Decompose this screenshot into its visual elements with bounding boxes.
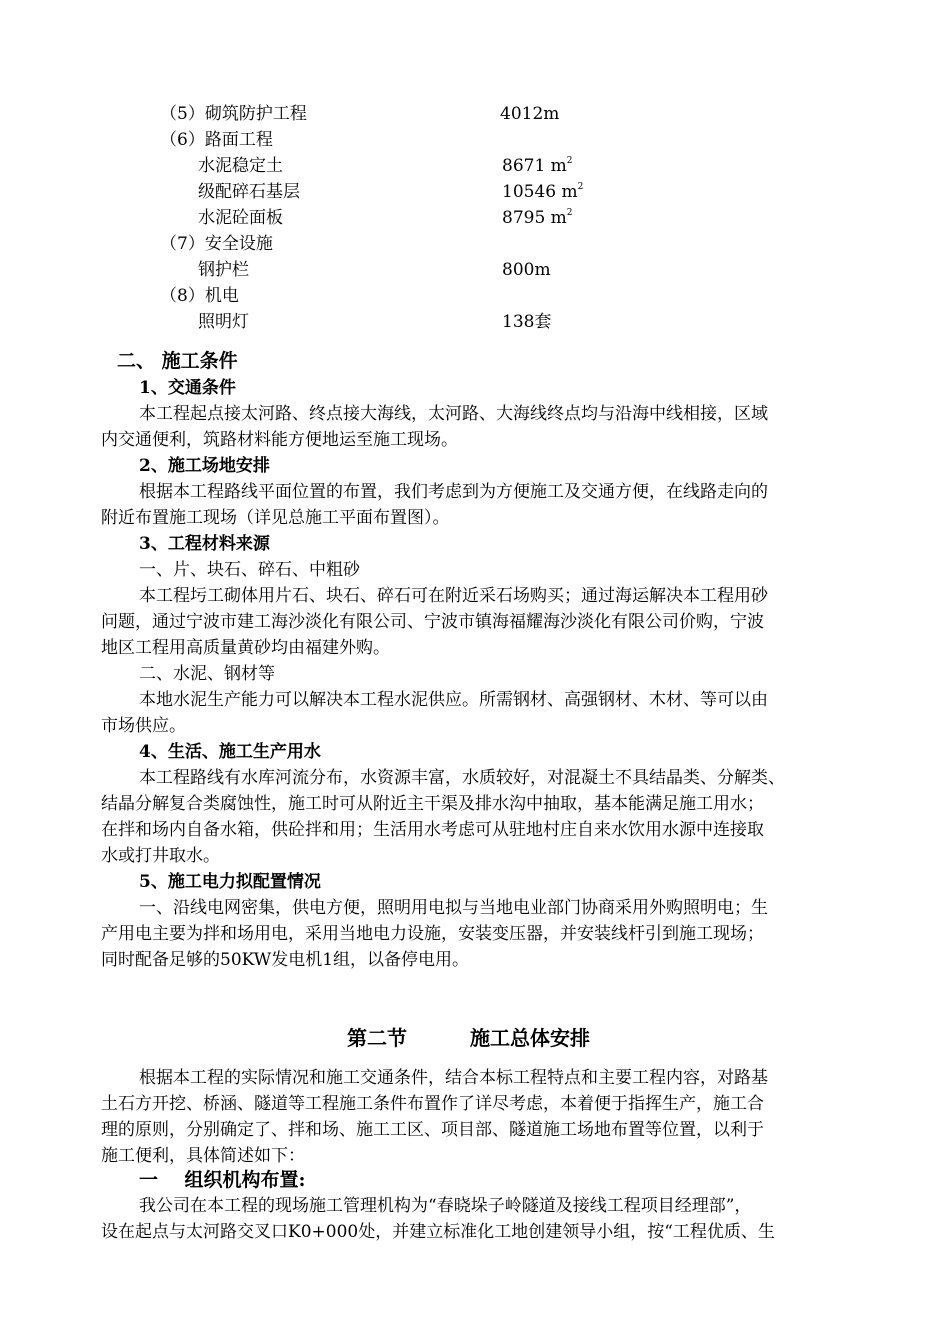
quantity-row <box>0 207 950 229</box>
section-title-text: 施工总体安排 <box>470 1026 590 1050</box>
paragraph-line: 我公司在本工程的现场施工管理机构为“春晓垛子岭隧道及接线工程项目经理部”， <box>139 1196 752 1216</box>
paragraph-line: 市场供应。 <box>101 716 186 736</box>
paragraph-line: 本工程路线有水库河流分布，水资源丰富，水质较好，对混凝土不具结晶类、分解类、 <box>139 768 785 788</box>
subsection-heading: 1、交通条件 <box>139 378 236 398</box>
paragraph-line: 产用电主要为拌和场用电，采用当地电力设施，安装变压器，并安装线杆引到施工现场； <box>101 924 764 944</box>
quantity-row <box>0 155 950 177</box>
quantity-label: （5）砌筑防护工程 <box>160 104 307 124</box>
quantity-value: 8671 $m^2$ <box>502 156 573 176</box>
quantity-row <box>0 285 950 307</box>
section-title-number: 第二节 <box>347 1026 407 1050</box>
quantity-label: （7）安全设施 <box>160 234 273 254</box>
paragraph-line: 地区工程用高质量黄砂均由福建外购。 <box>101 638 390 658</box>
paragraph-line: 根据本工程路线平面位置的布置，我们考虑到为方便施工及交通方便，在线路走向的 <box>139 482 768 502</box>
paragraph-line: 一、沿线电网密集，供电方便，照明用电拟与当地电业部门协商采用外购照明电；生 <box>139 898 768 918</box>
paragraph-line: 同时配备足够的50KW发电机1组，以备停电用。 <box>101 950 470 970</box>
quantity-value: 8795 $m^2$ <box>502 208 573 228</box>
quantity-value: 10546 $m^2$ <box>502 182 584 202</box>
quantity-row <box>0 103 950 125</box>
paragraph-line: 在拌和场内自备水箱，供砼拌和用；生活用水考虑可从驻地村庄自来水饮用水源中连接取 <box>101 820 764 840</box>
quantity-label: 水泥稳定土 <box>198 156 283 176</box>
quantity-row <box>0 233 950 255</box>
quantity-value: 4012m <box>500 104 560 124</box>
paragraph-line: 附近布置施工现场（详见总施工平面布置图）。 <box>101 508 450 528</box>
quantity-row <box>0 311 950 333</box>
paragraph-line: 本工程起点接太河路、终点接大海线，太河路、大海线终点均与沿海中线相接，区域 <box>139 404 768 424</box>
org-heading: 一 组织机构布置: <box>139 1169 306 1191</box>
paragraph-line: 理的原则，分别确定了、拌和场、施工工区、项目部、隧道施工场地布置等位置，以利于 <box>101 1120 764 1140</box>
subsection-heading: 5、施工电力拟配置情况 <box>139 872 321 892</box>
item-heading: 二、水泥、钢材等 <box>139 664 275 684</box>
paragraph-line: 本工程圬工砌体用片石、块石、碎石可在附近采石场购买；通过海运解决本工程用砂 <box>139 586 768 606</box>
quantity-label: 水泥砼面板 <box>198 208 283 228</box>
quantity-value: 800m <box>502 260 551 280</box>
subsection-heading: 3、工程材料来源 <box>139 534 270 554</box>
quantity-label: 照明灯 <box>198 312 249 332</box>
quantity-row <box>0 181 950 203</box>
quantity-label: 级配碎石基层 <box>198 182 300 202</box>
quantity-label: （6）路面工程 <box>160 130 273 150</box>
paragraph-line: 土石方开挖、桥涵、隧道等工程施工条件布置作了详尽考虑，本着便于指挥生产，施工合 <box>101 1094 764 1114</box>
subsection-heading: 2、施工场地安排 <box>139 456 270 476</box>
paragraph-line: 施工便利，具体简述如下： <box>101 1146 305 1166</box>
section-heading: 二、 施工条件 <box>117 350 238 372</box>
item-heading: 一、片、块石、碎石、中粗砂 <box>139 560 360 580</box>
paragraph-line: 设在起点与太河路交叉口K0+000处，并建立标准化工地创建领导小组，按“工程优质、生 <box>101 1222 775 1242</box>
paragraph-line: 问题，通过宁波市建工海沙淡化有限公司、宁波市镇海福耀海沙淡化有限公司价购，宁波 <box>101 612 764 632</box>
paragraph-line: 根据本工程的实际情况和施工交通条件，结合本标工程特点和主要工程内容，对路基 <box>139 1068 768 1088</box>
quantity-row <box>0 259 950 281</box>
paragraph-line: 内交通便利，筑路材料能方便地运至施工现场。 <box>101 430 458 450</box>
paragraph-line: 本地水泥生产能力可以解决本工程水泥供应。所需钢材、高强钢材、木材、等可以由 <box>139 690 768 710</box>
paragraph-line: 水或打井取水。 <box>101 846 220 866</box>
quantity-value: 138套 <box>502 312 552 332</box>
quantity-label: 钢护栏 <box>198 260 249 280</box>
quantity-label: （8）机电 <box>160 286 239 306</box>
paragraph-line: 结晶分解复合类腐蚀性，施工时可从附近主干渠及排水沟中抽取，基本能满足施工用水； <box>101 794 764 814</box>
subsection-heading: 4、生活、施工生产用水 <box>139 742 321 762</box>
quantity-row <box>0 129 950 151</box>
